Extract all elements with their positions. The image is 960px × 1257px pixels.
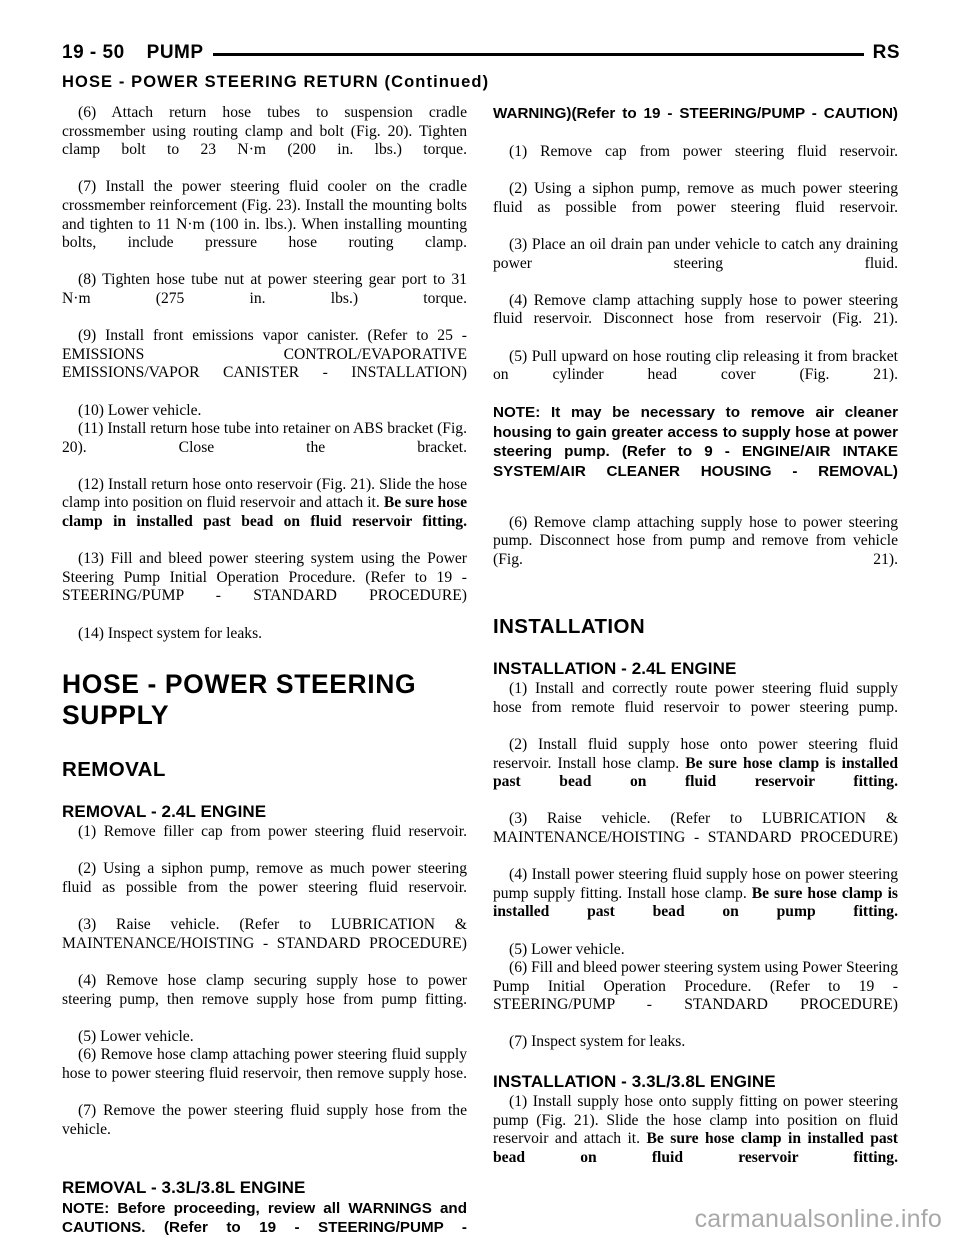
right-column <box>493 104 898 1186</box>
install-step-4-emphasis: Be sure hose clamp is installed past bead on pump fitting. <box>493 884 898 921</box>
edition-code: RS <box>872 42 900 63</box>
step-paragraph: (5) Lower vehicle. <box>78 1027 194 1045</box>
install33-step-1-text: (1) Install supply hose onto supply fitting on power steering pump (Fig. 21). Slide the hose clamp into position on fluid reservoir and attach it. <box>493 1093 898 1148</box>
step-paragraph-1 <box>493 1093 898 1186</box>
site-watermark: carmanualsonline.info <box>694 1205 942 1233</box>
spacer <box>493 501 898 514</box>
step-paragraph: (3) Raise vehicle. (Refer to LUBRICATION & MAINTENANCE/HOISTING - STANDARD PROCEDURE) <box>493 810 898 846</box>
page-folio: 19 - 50 <box>62 42 125 63</box>
step-paragraph: (6) Remove hose clamp attaching power steering fluid supply hose to power steering fluid reservoir, then remove supply hose. <box>62 1046 467 1082</box>
step-12-emphasis: Be sure hose clamp in installed past bead on fluid reservoir fitting. <box>62 494 467 531</box>
install33-step-1-emphasis: Be sure hose clamp in installed past bead on fluid reservoir fitting. <box>493 1130 898 1166</box>
major-heading-line-1: HOSE - POWER STEERING <box>62 669 417 700</box>
step-paragraph: (6) Fill and bleed power steering system using Power Steering Pump Initial Operation Procedure. (Refer to 19 - STEERING/PUMP - STANDARD PROCEDURE) <box>493 959 898 1014</box>
subheading-removal-33l-38l: REMOVAL - 3.3L/3.8L ENGINE <box>62 1177 306 1197</box>
step-paragraph: (2) Using a siphon pump, remove as much power steering fluid as possible from power steering fluid reservoir. <box>493 180 898 216</box>
step-paragraph: (7) Inspect system for leaks. <box>509 1033 686 1051</box>
install-step-4-text: (4) Install power steering fluid supply hose on power steering pump supply fitting. Install hose clamp. <box>493 866 898 902</box>
step-paragraph: (1) Remove cap from power steering fluid reservoir. <box>509 143 898 160</box>
step-paragraph: (3) Place an oil drain pan under vehicle to catch any draining power steering fluid. <box>493 235 898 272</box>
step-paragraph: (13) Fill and bleed power steering system using the Power Steering Pump Initial Operation Procedure. (Refer to 19 - STEERING/PUMP - STANDARD PROCEDURE) <box>62 550 467 605</box>
step-paragraph: (1) Install and correctly route power steering fluid supply hose from remote fluid reservoir to power steering pump. <box>493 680 898 716</box>
step-paragraph: (1) Remove filler cap from power steering fluid reservoir. <box>78 823 467 841</box>
step-paragraph: (4) Remove clamp attaching supply hose to power steering fluid reservoir. Disconnect hose from reservoir (Fig. 21). <box>493 291 898 328</box>
step-paragraph: (5) Lower vehicle. <box>509 940 625 958</box>
note-before-proceeding: NOTE: Before proceeding, review all WARNINGS and CAUTIONS. (Refer to 19 - STEERING/PUMP - <box>62 1199 467 1237</box>
install-step-2-emphasis: Be sure hose clamp is installed past bead on fluid reservoir fitting. <box>493 754 898 791</box>
warning-continuation: WARNING)(Refer to 19 - STEERING/PUMP - CAUTION) <box>493 105 898 122</box>
step-paragraph-12 <box>62 476 467 550</box>
step-12-text: (12) Install return hose onto reservoir (Fig. 21). Slide the hose clamp into position on fluid reservoir and attach it. <box>62 475 467 512</box>
step-paragraph: (7) Remove the power steering fluid supply hose from the vehicle. <box>62 1102 467 1138</box>
note-air-cleaner-housing: NOTE: It may be necessary to remove air cleaner housing to gain greater access to supply hose at power steering pump. (Refer to 9 - ENGINE/AIR INTAKE SYSTEM/AIR CLEANER HOUSING - REMOVAL) <box>493 404 898 480</box>
major-heading-line-2: SUPPLY <box>62 700 170 731</box>
header-rule <box>213 53 864 56</box>
subheading-installation-24l: INSTALLATION - 2.4L ENGINE <box>493 659 737 679</box>
major-heading-hose-supply <box>62 669 467 731</box>
left-column <box>62 104 467 1257</box>
section-heading-installation: INSTALLATION <box>493 615 646 639</box>
section-heading-removal: REMOVAL <box>62 758 166 782</box>
step-paragraph: (14) Inspect system for leaks. <box>78 624 263 642</box>
subheading-installation-33l-38l: INSTALLATION - 3.3L/3.8L ENGINE <box>493 1072 776 1092</box>
step-paragraph: (7) Install the power steering fluid cooler on the cradle crossmember reinforcement (Fig. 23). Install the mounting bolts and tighten to 11 N·m (100 in. lbs.). When installing mounting bolts, include pressure hose routing clamp. <box>62 178 467 252</box>
running-head <box>62 40 900 66</box>
step-paragraph: (10) Lower vehicle. <box>78 401 202 419</box>
step-paragraph: (3) Raise vehicle. (Refer to LUBRICATION & MAINTENANCE/HOISTING - STANDARD PROCEDURE) <box>62 916 467 952</box>
step-paragraph: (8) Tighten hose tube nut at power steering gear port to 31 N·m (275 in. lbs.) torque. <box>62 271 467 307</box>
step-paragraph: (2) Using a siphon pump, remove as much power steering fluid as possible from the power steering fluid reservoir. <box>62 860 467 896</box>
subheading-removal-24l: REMOVAL - 2.4L ENGINE <box>62 802 267 822</box>
step-paragraph: (11) Install return hose tube into retainer on ABS bracket (Fig. 20). Close the bracket. <box>62 420 467 456</box>
install-step-2-text: (2) Install fluid supply hose onto power steering fluid reservoir. Install hose clamp. <box>493 735 898 772</box>
step-paragraph-2 <box>493 736 898 810</box>
step-paragraph: (6) Remove clamp attaching supply hose to power steering pump. Disconnect hose from pump and remove from vehicle (Fig. 21). <box>493 513 898 568</box>
step-paragraph: (9) Install front emissions vapor canister. (Refer to 25 - EMISSIONS CONTROL/EVAPORATIVE EMISSIONS/VAPOR CANISTER - INSTALLATION) <box>62 327 467 382</box>
continued-topic-bar: HOSE - POWER STEERING RETURN (Continued) <box>62 73 490 91</box>
step-paragraph: (4) Remove hose clamp securing supply hose to power steering pump, then remove supply hose from pump fitting. <box>62 971 467 1008</box>
step-paragraph-4 <box>493 866 898 940</box>
step-paragraph: (6) Attach return hose tubes to suspension cradle crossmember using routing clamp and bolt (Fig. 20). Tighten clamp bolt to 23 N·m (200 in. lbs.) torque. <box>62 104 467 159</box>
section-title: PUMP <box>146 42 204 63</box>
step-paragraph: (5) Pull upward on hose routing clip releasing it from bracket on cylinder head cover (Fig. 21). <box>493 347 898 384</box>
